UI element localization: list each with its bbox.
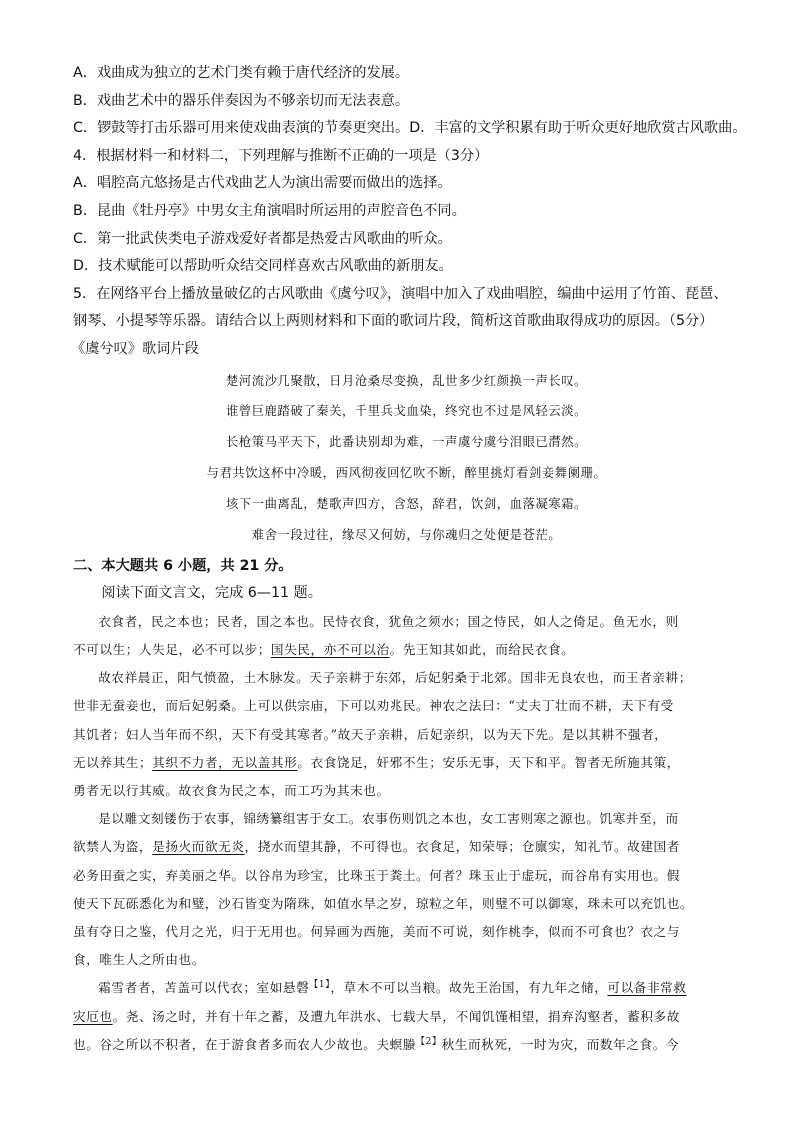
passage-line: 勇者无以行其威。故衣食为民之本，而工巧为其末也。 <box>73 783 390 799</box>
passage-text: 无以养其生； <box>73 754 153 770</box>
section-2-heading: 二、本大题共 6 小题，共 21 分。 <box>73 558 293 575</box>
passage-line: 使天下瓦砾悉化为和璧，沙石皆变为隋珠，如值水旱之岁，琼粒之年，则璧不可以御寒，珠未可以充饥也。 <box>73 895 694 911</box>
lyric-line: 与君共饮这杯中冷暖，西风彻夜回忆吹不断，醉里挑灯看剑妾舞阑珊。 <box>206 465 607 480</box>
passage-text: 。先王知其如此，而给民衣食。 <box>389 642 575 658</box>
passage-line: 是以雕文刻镂伤于农事，锦绣纂组害于女工。农事伤则饥之本也，女工害则寒之源也。饥寒并至，而 <box>98 811 679 827</box>
question-5 <box>73 281 754 551</box>
lyric-line: 难舍一段过往，缘尽又何妨，与你魂归之处便是苍茫。 <box>251 527 562 542</box>
section-2 <box>73 552 754 608</box>
passage-line: 故农祥晨正，阳气愤盈，土木脉发。天子亲耕于东郊，后妃躬桑于北郊。国非无良农也，而王者亲耕； <box>98 670 692 686</box>
passage-text: 也。谷之所以不积者，在于游食者多而农人少故也。夫螟螣 <box>73 1036 417 1052</box>
passage-text: 秋生而秋死，一时为灾，而数年之食。今 <box>441 1036 680 1052</box>
lyrics-title: 《虞兮叹》歌词片段 <box>71 340 199 357</box>
passage-line: 食，唯生人之所由也。 <box>73 952 205 968</box>
passage-text: 。衣食饶足，奸邪不生；安乐无事，天下和平。智者无所施其策， <box>297 754 680 770</box>
passage-line <box>73 1031 754 1059</box>
classical-passage <box>73 608 754 1059</box>
underlined-sentence: 国失民，亦不可以治 <box>270 642 390 658</box>
underlined-sentence: 其织不力者，无以盖其形 <box>152 754 298 770</box>
lyric-line: 长枪策马平天下，此番诀别却为难，一声虞兮虞兮泪眼已潸然。 <box>225 435 588 450</box>
passage-line <box>73 1003 754 1031</box>
passage-line: 衣食者，民之本也；民者，国之本也。民恃衣食，犹鱼之须水；国之恃民，如人之倚足。鱼无水，则 <box>98 613 679 629</box>
section-2-instruction: 阅读下面文言文，完成 6—11 题。 <box>101 585 322 602</box>
question-3-options <box>73 60 754 143</box>
underlined-sentence: 是扬火而欲无炎 <box>152 839 245 855</box>
q4-option-d: D．技术赋能可以帮助听众结交同样喜欢古风歌曲的新朋友。 <box>73 258 453 275</box>
underlined-sentence: 可以备非常救 <box>607 980 687 996</box>
passage-line: 其饥者；妇人当年而不织，天下有受其寒者。”故天子亲耕，后妃亲织，以为天下先。是以其耕不强者， <box>73 726 668 742</box>
footnote-marker: 【2】 <box>416 1036 442 1047</box>
question-4 <box>73 143 754 281</box>
passage-line <box>73 974 754 1002</box>
passage-text: 不可以生；人失足，必不可以步； <box>73 642 271 658</box>
lyrics-block <box>73 366 754 551</box>
passage-line <box>73 833 754 861</box>
q4-option-c: C．第一批武侠类电子游戏爱好者都是热爱古风歌曲的听众。 <box>73 230 452 247</box>
footnote-marker: 【1】 <box>309 980 331 991</box>
passage-line <box>73 749 754 777</box>
passage-line: 世非无蚕妾也，而后妃躬桑。上可以供宗庙，下可以劝兆民。神农之法曰：“丈夫丁壮而不耕，天下有受 <box>73 698 674 714</box>
lyric-line: 垓下一曲离乱，楚歌声四方，含怒，辞君，饮剑，血落凝寒霜。 <box>225 496 588 511</box>
q4-option-b: B．昆曲《牡丹亭》中男女主角演唱时所运用的声腔音色不同。 <box>73 202 466 219</box>
q4-stem: 4．根据材料一和材料二，下列理解与推断不正确的一项是（3分） <box>73 147 489 164</box>
passage-text: 。尧、汤之时，并有十年之蓄，及遭九年洪水、七载大旱，不闻饥馑相望，捐弃沟壑者，蓄积多故 <box>112 1008 680 1024</box>
passage-text: 霜雪者者，苫盖可以代衣；室如悬磬 <box>98 980 310 996</box>
q3-option-cd: C．锣鼓等打击乐器可用来使戏曲表演的节奏更突出。D．丰富的文学积累有助于听众更好地欣赏古风歌曲。 <box>73 120 747 137</box>
passage-text: 欲禁人为盗， <box>73 839 153 855</box>
q5-stem-line-2: 钢琴、小提琴等乐器。请结合以上两则材料和下面的歌词片段，简析这首歌曲取得成功的原因。（5分） <box>73 313 714 330</box>
underlined-sentence: 灾厄也 <box>73 1008 113 1024</box>
passage-text: ，草木不可以当粮。故先王治国，有九年之储， <box>330 980 608 996</box>
lyric-line: 谁曾巨鹿踏破了秦关，千里兵戈血染，终究也不过是风轻云淡。 <box>225 404 588 419</box>
q3-option-b: B．戏曲艺术中的器乐伴奏因为不够亲切而无法表意。 <box>73 92 410 109</box>
passage-line: 虽有夺日之鉴，代月之光，归于无用也。何异画为西施，美而不可说，刻作桃李，似而不可食也？衣之与 <box>73 923 680 939</box>
q5-stem-line-1: 5．在网络平台上播放量破亿的古风歌曲《虞兮叹》，演唱中加入了戏曲唱腔，编曲中运用了竹笛、琵琶、 <box>73 285 728 302</box>
lyric-line: 楚河流沙几聚散，日月沧桑尽变换，乱世多少红颜换一声长叹。 <box>225 373 588 388</box>
q3-option-a: A．戏曲成为独立的艺术门类有赖于唐代经济的发展。 <box>73 65 410 81</box>
passage-line <box>73 636 754 664</box>
passage-text: ，挠水而望其静，不可得也。衣食足，知荣辱；仓廪实，知礼节。故建国者 <box>244 839 680 855</box>
q4-option-a: A．唱腔高亢悠扬是古代戏曲艺人为演出需要而做出的选择。 <box>73 175 452 192</box>
passage-line: 必务田蚕之实，弃美丽之华。以谷帛为珍宝，比珠玉于粪土。何者？珠玉止于虚玩，而谷帛有实用也。假 <box>73 867 680 883</box>
